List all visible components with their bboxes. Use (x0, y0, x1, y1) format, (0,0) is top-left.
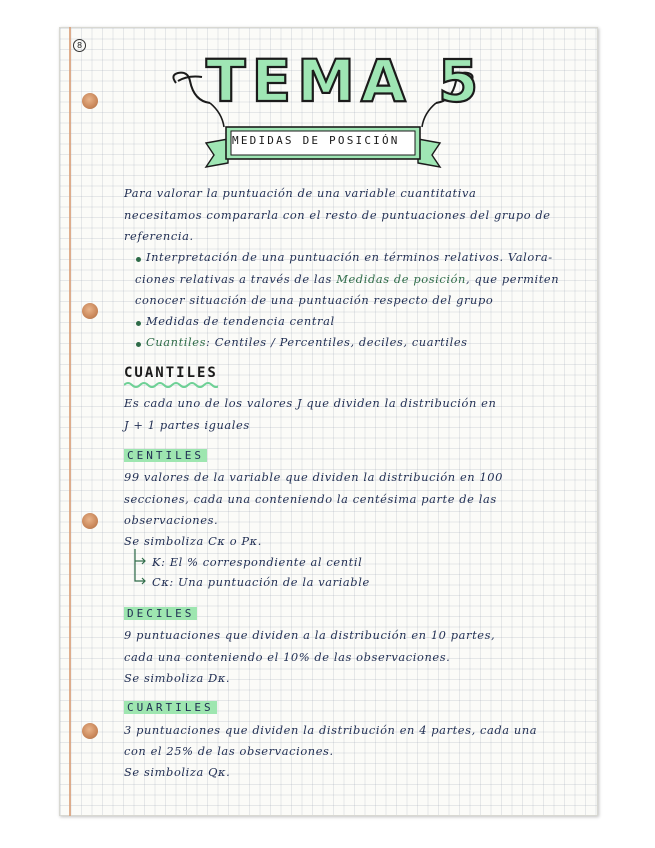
cuantiles-text: J + 1 partes iguales (124, 418, 250, 432)
margin-line (69, 27, 71, 816)
page-subtitle: MEDIDAS DE POSICIÓN (232, 134, 400, 147)
highlight-term: Cuantiles (146, 335, 207, 349)
centiles-text: secciones, cada una conteniendo la centésima parte de las (124, 492, 497, 506)
cuartiles-text: Se simboliza Qκ. (124, 765, 231, 779)
deciles-text: Se simboliza Dκ. (124, 671, 231, 685)
bullet-text: Cuantiles: Centiles / Percentiles, deciles, cuartiles (146, 335, 468, 349)
intro-line: necesitamos compararla con el resto de puntuaciones del grupo de (124, 208, 551, 222)
page-number: 8 (73, 39, 86, 52)
centiles-arrow-item: Cκ: Una puntuación de la variable (152, 575, 370, 589)
centiles-arrow-item: K: El % correspondiente al centil (152, 555, 363, 569)
arrow-connector (132, 549, 148, 585)
wavy-underline (124, 381, 218, 389)
bullet-dot (136, 257, 141, 262)
section-heading-cuartiles: CUARTILES (124, 701, 217, 714)
binder-hole (82, 93, 98, 109)
centiles-text: Se simboliza Cκ o Pκ. (124, 534, 262, 548)
deciles-text: cada una conteniendo el 10% de las observaciones. (124, 650, 451, 664)
section-heading-deciles: DECILES (124, 607, 197, 620)
binder-hole (82, 723, 98, 739)
centiles-text: 99 valores de la variable que dividen la distribución en 100 (124, 470, 503, 484)
section-heading-cuantiles: CUANTILES (124, 365, 218, 381)
cuartiles-text: con el 25% de las observaciones. (124, 744, 334, 758)
page-title: TEMA 5 (206, 47, 485, 115)
cuartiles-text: 3 puntuaciones que dividen la distribución en 4 partes, cada una (124, 723, 538, 737)
section-heading-centiles: CENTILES (124, 449, 207, 462)
binder-hole (82, 303, 98, 319)
bullet-dot (136, 342, 141, 347)
deciles-text: 9 puntuaciones que dividen a la distribución en 10 partes, (124, 628, 496, 642)
bullet-text: ciones relativas a través de las Medidas de posición, que permiten (135, 272, 560, 286)
centiles-text: observaciones. (124, 513, 219, 527)
cuantiles-text: Es cada uno de los valores J que dividen la distribución en (124, 396, 497, 410)
intro-line: Para valorar la puntuación de una variable cuantitativa (124, 186, 477, 200)
bullet-dot (136, 321, 141, 326)
bullet-text: Interpretación de una puntuación en términos relativos. Valora- (146, 250, 553, 264)
highlight-term: Medidas de posición (336, 272, 466, 286)
intro-line: referencia. (124, 229, 194, 243)
bullet-text: Medidas de tendencia central (146, 314, 335, 328)
binder-hole (82, 513, 98, 529)
bullet-text: conocer situación de una puntuación respecto del grupo (135, 293, 494, 307)
